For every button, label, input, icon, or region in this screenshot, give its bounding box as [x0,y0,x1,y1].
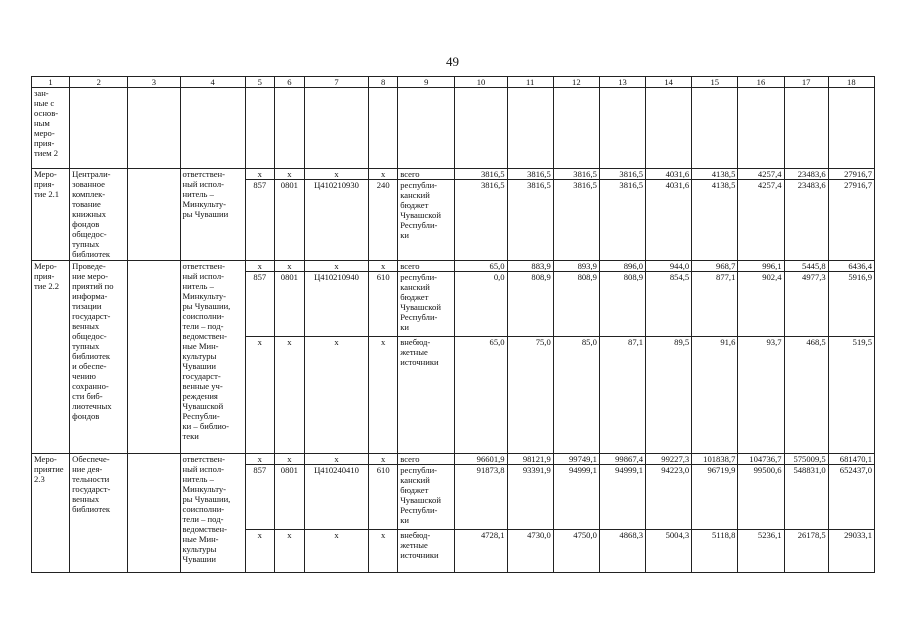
amount-cell: 27916,7 [828,180,874,261]
amount-cell: 65,0 [455,337,507,454]
target-article-code: x [304,337,368,454]
funding-source: республи- канский бюджет Чувашской Республи- ки [398,465,455,530]
amount-cell: 3816,5 [553,180,599,261]
empty-cell [274,88,304,169]
amount-cell: 548831,0 [784,465,828,530]
amount-cell: 896,0 [599,261,645,272]
target-article-code: x [304,261,368,272]
amount-cell: 5004,3 [646,530,692,573]
page-number: 49 [446,54,459,69]
expense-type-code: x [369,530,398,573]
amount-cell: 944,0 [646,261,692,272]
amount-cell: 5916,9 [828,272,874,337]
amount-cell: 854,5 [646,272,692,337]
column-number: 4 [180,77,245,88]
amount-cell: 4730,0 [507,530,553,573]
column-number: 16 [738,77,784,88]
target-article-code: Ц410240410 [304,465,368,530]
grbs-code: x [245,169,274,180]
column-number: 12 [553,77,599,88]
section-code: 0801 [274,272,304,337]
empty-cell [128,88,180,169]
funding-source: внебюд- жетные источники [398,530,455,573]
amount-cell: 101838,7 [692,454,738,465]
column-number: 2 [70,77,128,88]
amount-cell: 99867,4 [599,454,645,465]
target-article-code: Ц410210940 [304,272,368,337]
amount-cell: 91,6 [692,337,738,454]
amount-cell: 94999,1 [553,465,599,530]
target-article-code: x [304,454,368,465]
amount-cell: 3816,5 [507,180,553,261]
measure-2-2-executor: ответствен- ный испол- нитель – Минкульту- ры Чувашии, соисполни- тели – под- ведомствен- ные Мин- культуры Чувашии государст- венные уч- реждения Чувашской Республи- ки – библио- теки [180,261,245,454]
column-number: 10 [455,77,507,88]
amount-cell: 93391,9 [507,465,553,530]
budget-table [31,76,875,573]
section-code: x [274,337,304,454]
amount-cell: 65,0 [455,261,507,272]
empty-cell [245,88,274,169]
amount-cell: 5236,1 [738,530,784,573]
empty-cell [180,88,245,169]
expense-type-code: 610 [369,465,398,530]
column-number-row [32,77,875,88]
measure-2-1-executor: ответствен- ный испол- нитель – Минкульту- ры Чувашии [180,169,245,261]
amount-cell: 3816,5 [507,169,553,180]
measure-2-1-name: Меро- прия- тие 2.1 [32,169,70,261]
amount-cell: 89,5 [646,337,692,454]
grbs-code: x [245,454,274,465]
amount-cell: 4031,6 [646,169,692,180]
section-code: x [274,530,304,573]
table-row [32,261,875,272]
empty-cell [70,88,128,169]
measure-2-1-title: Централи- зованное комплек- тование книжных фондов общедос- тупных библиотек [70,169,128,261]
amount-cell: 3816,5 [599,169,645,180]
amount-cell: 5445,8 [784,261,828,272]
grbs-code: x [245,261,274,272]
amount-cell: 4977,3 [784,272,828,337]
amount-cell: 23483,6 [784,180,828,261]
column-number: 1 [32,77,70,88]
grbs-code: x [245,530,274,573]
empty-cell [784,88,828,169]
grbs-code: 857 [245,180,274,261]
column-number: 8 [369,77,398,88]
column-number: 17 [784,77,828,88]
target-article-code: x [304,530,368,573]
amount-cell: 3816,5 [599,180,645,261]
empty-cell [692,88,738,169]
amount-cell: 877,1 [692,272,738,337]
table-row [32,88,875,169]
section-code: x [274,169,304,180]
expense-type-code: 240 [369,180,398,261]
amount-cell: 99227,3 [646,454,692,465]
amount-cell: 3816,5 [455,169,507,180]
amount-cell: 5118,8 [692,530,738,573]
amount-cell: 23483,6 [784,169,828,180]
amount-cell: 4138,5 [692,169,738,180]
section-code: x [274,454,304,465]
expense-type-code: x [369,454,398,465]
amount-cell: 26178,5 [784,530,828,573]
amount-cell: 468,5 [784,337,828,454]
column-number: 14 [646,77,692,88]
amount-cell: 968,7 [692,261,738,272]
empty-cell [304,88,368,169]
amount-cell: 3816,5 [553,169,599,180]
amount-cell: 99500,6 [738,465,784,530]
amount-cell: 98121,9 [507,454,553,465]
amount-cell: 808,9 [599,272,645,337]
funding-source: внебюд- жетные источники [398,337,455,454]
empty-cell [507,88,553,169]
empty-cell [369,88,398,169]
funding-source: республи- канский бюджет Чувашской Республи- ки [398,180,455,261]
measure-2-2-title: Проведе- ние меро- приятий по информа- тизации государст- венных общедос- тупных библиотек и обеспе- чению сохранно- сти биб- лиотечных фондов [70,261,128,454]
measure-2-3-title: Обеспече- ние дея- тельности государст- венных библиотек [70,454,128,573]
amount-cell: 681470,1 [828,454,874,465]
grbs-code: x [245,337,274,454]
amount-cell: 75,0 [507,337,553,454]
amount-cell: 0,0 [455,272,507,337]
amount-cell: 4257,4 [738,180,784,261]
amount-cell: 4031,6 [646,180,692,261]
expense-type-code: x [369,261,398,272]
amount-cell: 4750,0 [553,530,599,573]
measure-2-2-name: Меро- прия- тие 2.2 [32,261,70,454]
expense-type-code: x [369,337,398,454]
amount-cell: 4257,4 [738,169,784,180]
amount-cell: 29033,1 [828,530,874,573]
amount-cell: 6436,4 [828,261,874,272]
column-number: 11 [507,77,553,88]
empty-cell [599,88,645,169]
amount-cell: 94223,0 [646,465,692,530]
amount-cell: 87,1 [599,337,645,454]
measure-2-2-col3 [128,261,180,454]
amount-cell: 94999,1 [599,465,645,530]
funding-source: республи- канский бюджет Чувашской Республи- ки [398,272,455,337]
continuation-label: зан- ные с основ- ным меро- прия- тием 2 [32,88,70,169]
empty-cell [738,88,784,169]
column-number: 5 [245,77,274,88]
section-code: 0801 [274,180,304,261]
amount-cell: 85,0 [553,337,599,454]
column-number: 9 [398,77,455,88]
expense-type-code: x [369,169,398,180]
empty-cell [398,88,455,169]
amount-cell: 808,9 [553,272,599,337]
measure-2-3-name: Меро- приятие 2.3 [32,454,70,573]
table-row [32,454,875,465]
grbs-code: 857 [245,465,274,530]
empty-cell [646,88,692,169]
amount-cell: 893,9 [553,261,599,272]
amount-cell: 4868,3 [599,530,645,573]
amount-cell: 27916,7 [828,169,874,180]
amount-cell: 808,9 [507,272,553,337]
amount-cell: 4138,5 [692,180,738,261]
expense-type-code: 610 [369,272,398,337]
target-article-code: Ц410210930 [304,180,368,261]
amount-cell: 93,7 [738,337,784,454]
section-code: 0801 [274,465,304,530]
table-row [32,169,875,180]
section-code: x [274,261,304,272]
amount-cell: 96601,9 [455,454,507,465]
grbs-code: 857 [245,272,274,337]
amount-cell: 652437,0 [828,465,874,530]
column-number: 6 [274,77,304,88]
target-article-code: x [304,169,368,180]
amount-cell: 91873,8 [455,465,507,530]
column-number: 18 [828,77,874,88]
column-number: 13 [599,77,645,88]
amount-cell: 96719,9 [692,465,738,530]
column-number: 3 [128,77,180,88]
measure-2-3-col3 [128,454,180,573]
empty-cell [553,88,599,169]
column-number: 7 [304,77,368,88]
measure-2-3-executor: ответствен- ный испол- нитель – Минкульту- ры Чувашии, соисполни- тели – под- ведомствен- ные Мин- культуры Чувашии [180,454,245,573]
amount-cell: 104736,7 [738,454,784,465]
empty-cell [828,88,874,169]
amount-cell: 883,9 [507,261,553,272]
funding-source: всего [398,454,455,465]
amount-cell: 4728,1 [455,530,507,573]
measure-2-1-col3 [128,169,180,261]
amount-cell: 519,5 [828,337,874,454]
amount-cell: 902,4 [738,272,784,337]
funding-source: всего [398,261,455,272]
column-number: 15 [692,77,738,88]
funding-source: всего [398,169,455,180]
empty-cell [455,88,507,169]
amount-cell: 3816,5 [455,180,507,261]
amount-cell: 575009,5 [784,454,828,465]
amount-cell: 99749,1 [553,454,599,465]
amount-cell: 996,1 [738,261,784,272]
